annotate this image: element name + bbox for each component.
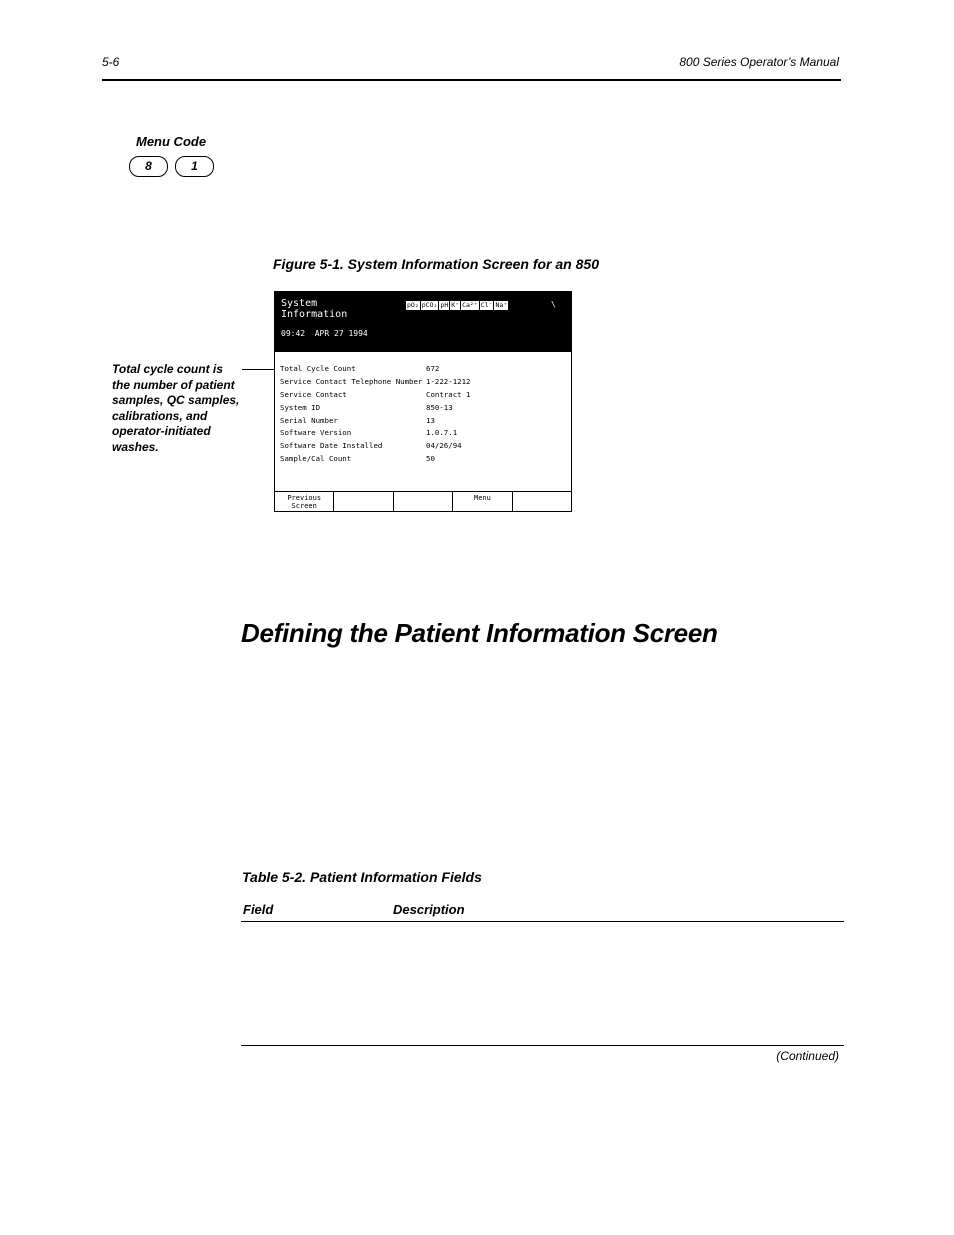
screen-date: APR 27 1994 xyxy=(314,329,368,338)
softkey-menu[interactable] xyxy=(453,492,512,512)
menu-code-label: Menu Code xyxy=(136,134,207,149)
indicator-pco2: pCO₂ xyxy=(421,301,438,309)
table-header-rule xyxy=(241,921,844,922)
softkey-label: Previous xyxy=(287,494,322,502)
indicator-cl: Cl⁻ xyxy=(480,301,493,309)
corner-mark: \ xyxy=(551,300,556,309)
info-label: Software Date Installed xyxy=(280,441,383,451)
softkey-3[interactable] xyxy=(394,492,453,512)
info-label: System ID xyxy=(280,402,321,412)
manual-title: 800 Series Operator’s Manual xyxy=(679,55,839,69)
indicator-k: K⁺ xyxy=(451,301,460,309)
table-bottom-rule xyxy=(241,1045,844,1046)
menu-code-key-8: 8 xyxy=(129,156,168,177)
info-value: 850-13 xyxy=(426,402,453,412)
continued-note: (Continued) xyxy=(776,1049,839,1063)
info-value: 50 xyxy=(426,454,435,464)
column-header-description: Description xyxy=(393,902,465,917)
analyte-indicators xyxy=(406,301,508,310)
softkey-2[interactable] xyxy=(334,492,393,512)
indicator-po2: pO₂ xyxy=(407,301,419,309)
info-value: 1-222-1212 xyxy=(426,376,471,386)
menu-code-key-1: 1 xyxy=(175,156,214,177)
screen-time: 09:42 xyxy=(281,329,306,338)
figure-caption: Figure 5-1. System Information Screen for an 850 xyxy=(273,256,599,272)
screen-header xyxy=(275,292,571,352)
softkey-bar xyxy=(275,491,571,512)
section-title: Defining the Patient Information Screen xyxy=(241,618,718,648)
info-label: Serial Number xyxy=(280,415,338,425)
info-value: 13 xyxy=(426,415,435,425)
info-label: Service Contact xyxy=(280,389,347,399)
indicator-ca: Ca²⁺ xyxy=(462,301,478,309)
table-caption: Table 5-2. Patient Information Fields xyxy=(242,869,482,885)
info-value: Contract 1 xyxy=(426,389,471,399)
header-rule xyxy=(102,79,841,81)
info-label: Sample/Cal Count xyxy=(280,454,352,464)
softkey-previous-screen[interactable] xyxy=(275,492,334,512)
page-number: 5-6 xyxy=(102,55,120,69)
indicator-ph: pH xyxy=(440,301,449,309)
system-information-screen xyxy=(274,291,572,512)
info-label: Total Cycle Count xyxy=(280,364,356,373)
info-value: 1.0.7.1 xyxy=(426,428,458,438)
info-value: 04/26/94 xyxy=(426,441,462,451)
screen-title xyxy=(281,298,347,320)
indicator-na: Na⁺ xyxy=(495,301,508,309)
screen-title-line2: Information xyxy=(281,309,348,320)
column-header-field: Field xyxy=(243,902,274,917)
screen-title-line1: System xyxy=(281,298,318,309)
info-value: 672 xyxy=(426,364,440,373)
callout-text: Total cycle count is the number of patient samples, QC samples, calibrations, and operator-initiated washes. xyxy=(112,362,240,454)
softkey-5[interactable] xyxy=(513,492,571,512)
info-label: Software Version xyxy=(280,428,352,438)
softkey-label: Menu xyxy=(473,494,491,502)
callout-leader-line xyxy=(242,369,275,370)
info-label: Service Contact Telephone Number xyxy=(280,376,423,386)
screen-timestamp xyxy=(281,329,368,338)
softkey-label: Screen xyxy=(291,502,317,510)
